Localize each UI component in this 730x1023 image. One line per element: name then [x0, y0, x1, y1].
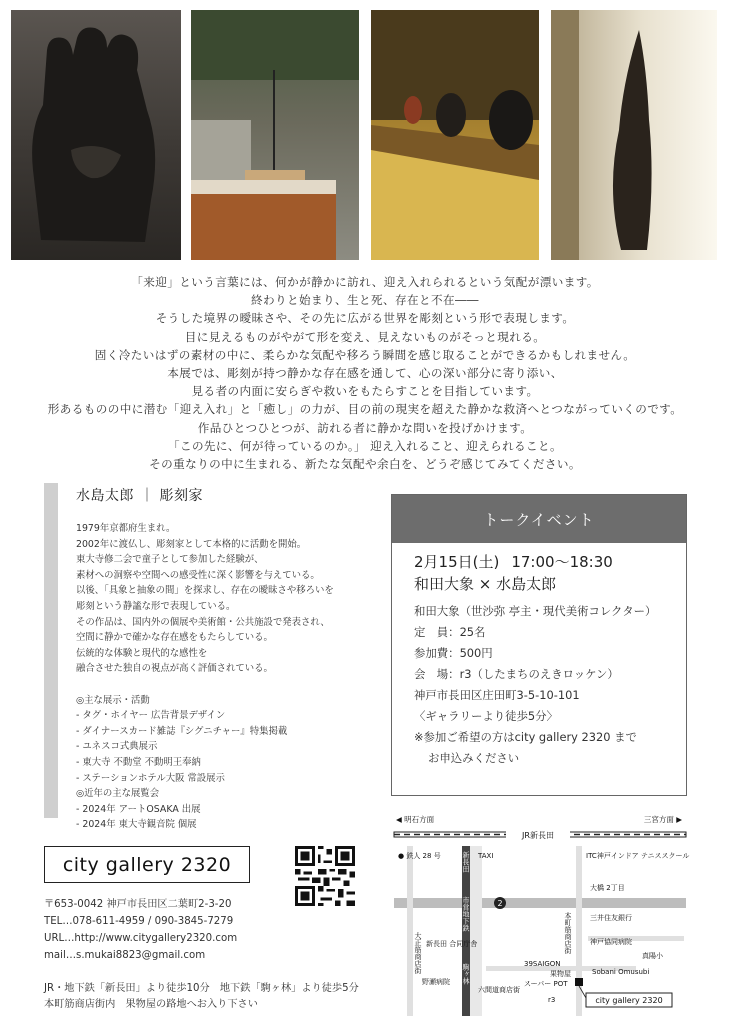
taisho-shopping-street-label: 大正筋商店街 — [414, 932, 422, 974]
statement-line: 固く冷たいはずの素材の中に、柔らかな気配や移ろう瞬間を感じ取ることができるかもしれません。 — [94, 347, 636, 362]
bio-line: ◎近年の主な展覧会 — [76, 788, 160, 800]
talk-detail: 定 員：25名 — [414, 625, 486, 639]
gallery-map-label: city gallery 2320 — [595, 996, 663, 1005]
statement-line: 見る者の内面に安らぎや救いをもたらすことを目指しています。 — [191, 384, 539, 399]
bio-line: - ダイナースカード雑誌『シグニチャー』特集掲載 — [76, 725, 288, 737]
statement-line: 目に見えるものがやがて形を変え、見えないものがそっと現れる。 — [184, 329, 546, 344]
gallery-email-link[interactable]: mail…s.mukai8823@gmail.com — [44, 950, 206, 961]
bio-line — [76, 677, 376, 693]
jr-station-label: JR新長田 — [522, 831, 554, 840]
gallery-phone[interactable]: TEL…078-611-4959 / 090-3845-7279 — [44, 916, 234, 927]
artist-name-heading — [76, 485, 376, 505]
gallery-address: 〒653-0042 神戸市長田区二葉町2-3-20 — [44, 899, 232, 910]
statement-line: 本展では、彫刻が持つ静かな存在感を通して、心の深い部分に寄り添い、 — [167, 366, 563, 381]
statement-line: 「この先に、何が待っているのか。」 迎え入れること、迎えられること。 — [167, 438, 563, 453]
talk-detail: 和田大象（世沙弥 亭主・現代美術コレクター） — [414, 604, 657, 618]
qr-code-icon[interactable] — [295, 846, 355, 906]
bio-line: - ステーションホテル大阪 常設展示 — [76, 772, 225, 784]
sculpture-flame-image — [551, 10, 717, 260]
gallery-access — [44, 981, 359, 1013]
bio-line: 彫刻という静謐な形で表現している。 — [76, 600, 236, 612]
artist-bio — [76, 485, 376, 833]
statement-line: 形あるものの中に潜む「迎え入れ」と「癒し」の力が、目の前の現実を超えた静かな救済へとつながっていくのです。 — [47, 402, 683, 417]
talk-time: 17:00〜18:30 — [511, 553, 613, 571]
talk-title: 和田大象 × 水島太郎 — [414, 575, 557, 593]
government-building-label: 新長田 合同庁舎 — [426, 940, 478, 948]
artist-name: 水島太郎 — [76, 488, 134, 504]
tetsujin-landmark: ● 鉄人 28 号 — [398, 852, 441, 860]
itc-tennis-label: ITC神戸インドア テニススクール — [586, 852, 690, 860]
bio-line: 2002年に渡仏し、彫刻家として本格的に活動を開始。 — [76, 538, 307, 550]
bio-line: - ユネスコ式典展示 — [76, 741, 158, 753]
talk-datetime — [414, 551, 686, 573]
statement-line: 終わりと始まり、生と死、存在と不在―― — [251, 293, 479, 308]
gallery-logo: city gallery 2320 — [44, 846, 250, 883]
fruit-shop-label: 果物屋 — [550, 970, 571, 978]
bio-line: 素材への洞察や空間への感受性に深く影響を与えている。 — [76, 569, 320, 581]
sculpture-garden-image — [191, 10, 359, 260]
photo-sculpture-gallery-row — [371, 10, 539, 260]
bio-line: 1979年京都府生まれ。 — [76, 523, 176, 534]
bio-line: その作品は、国内外の個展や美術館・公共施設で発表され、 — [76, 616, 330, 628]
talk-event-body — [392, 543, 686, 769]
saigon-restaurant-label: 39SAIGON — [524, 960, 561, 968]
sculpture-hand-image — [11, 10, 181, 260]
photo-sculpture-flame — [551, 10, 717, 260]
bio-line: 伝統的な体験と現代的な感性を — [76, 647, 208, 659]
talk-detail: 神戸市長田区庄田町3-5-10-101 — [414, 688, 580, 702]
talk-detail: ※参加ご希望の方はcity gallery 2320 まで — [414, 730, 637, 744]
bio-line: 融合させた独自の視点が高く評価されている。 — [76, 663, 273, 675]
mitsui-bank-label: 三井住友銀行 — [590, 914, 632, 922]
hommachi-street-label: 本町筋商店街 — [564, 912, 572, 954]
photo-sculpture-garden — [191, 10, 359, 260]
talk-detail: 会 場：r3（したまちのえきロッケン） — [414, 667, 619, 681]
access-line: 本町筋商店街内 果物屋の路地へお入り下さい — [44, 999, 258, 1010]
supermarket-label: スーパー POT — [524, 980, 568, 988]
access-line: JR・地下鉄「新長田」より徒歩10分 地下鉄「駒ヶ林」より徒歩5分 — [44, 983, 359, 994]
elementary-school-label: 真陽小 — [642, 952, 663, 960]
talk-detail: お申込みください — [428, 751, 520, 765]
sculpture-row-image — [371, 10, 539, 260]
route2-marker: 2 — [497, 899, 503, 908]
bio-line: 空間に静かで確かな存在感をもたらしている。 — [76, 632, 273, 644]
talk-detail: 〈ギャラリーより徒歩5分〉 — [414, 709, 558, 723]
bio-line: ◎主な展示・活動 — [76, 694, 150, 706]
sobani-omusubi-label: Sobani Omusubi — [592, 968, 650, 976]
komagabayashi-station-label: 駒ヶ林 — [462, 963, 470, 985]
ohashi-label: 大橋 2丁目 — [590, 884, 625, 892]
r3-venue-label: r3 — [548, 996, 556, 1004]
bio-accent-bar — [44, 483, 58, 818]
bio-text — [76, 521, 376, 833]
statement-line: 作品ひとつひとつが、訪れる者に静かな問いを投げかけます。 — [197, 420, 533, 435]
statement-line: その重なりの中に生まれる、新たな気配や余白を、どうぞ感じてみてください。 — [149, 457, 581, 472]
bio-line: - タグ・ホイヤー 広告背景デザイン — [76, 710, 226, 722]
map-east-label: 三宮方面 ▶ — [643, 815, 682, 824]
talk-detail: 参加費：500円 — [414, 646, 493, 660]
bio-line: - 2024年 アートOSAKA 出展 — [76, 803, 201, 815]
access-map — [390, 806, 690, 1018]
bio-line: 以後、「具象と抽象の間」を探求し、存在の曖昧さや移ろいを — [76, 585, 334, 597]
exhibition-statement — [0, 273, 730, 473]
gallery-url-link[interactable]: URL…http://www.citygallery2320.com — [44, 933, 238, 944]
map-west-label: ◀ 明石方面 — [396, 815, 435, 824]
bio-line: - 2024年 東大寺観音院 個展 — [76, 819, 197, 831]
bio-line: 東大寺修二会で童子として参加した経験が、 — [76, 554, 264, 566]
talk-event-box — [391, 494, 687, 796]
nose-hospital-label: 野瀬病院 — [422, 978, 450, 986]
artist-role: ｜ 彫刻家 — [140, 488, 203, 504]
rokkenmichi-street-label: 六間道商店街 — [478, 986, 520, 994]
shin-nagata-station-label: 新長田 — [462, 851, 470, 873]
gallery-contact — [44, 896, 237, 964]
talk-date: 2月15日(土) — [414, 553, 500, 571]
taxi-stand-label: TAXI — [478, 852, 494, 860]
kobe-kyodo-hospital-label: 神戸協同病院 — [590, 938, 632, 946]
talk-event-heading: トークイベント — [392, 495, 686, 543]
photo-sculpture-hand — [11, 10, 181, 260]
bio-line: - 東大寺 不動堂 不動明王奉納 — [76, 756, 201, 768]
statement-line: 「来迎」という言葉には、何かが静かに訪れ、迎え入れられるという気配が漂います。 — [131, 275, 599, 289]
statement-line: そうした境界の曖昧さや、その先に広がる世界を彫刻という形で表現します。 — [155, 311, 575, 326]
subway-line-label: 市営地下鉄 — [462, 896, 470, 932]
